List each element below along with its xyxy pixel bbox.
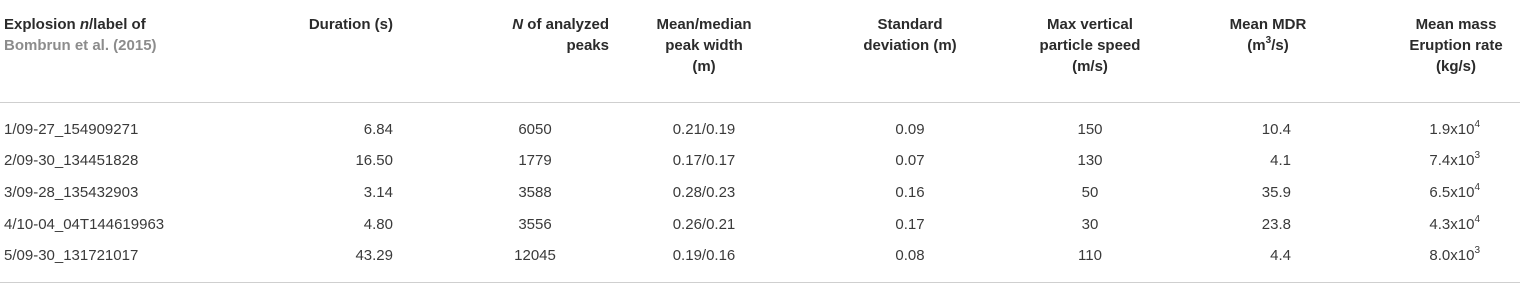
header-text: Mean MDR [1229, 16, 1307, 33]
cell-peak-width: 0.17/0.17 [672, 152, 736, 169]
header-text: Mean mass [1415, 16, 1497, 33]
cell-eruption-rate [1380, 151, 1480, 171]
cell-peaks: 6050 [518, 121, 552, 138]
header-text: Eruption rate [1409, 37, 1503, 54]
citation-bombrun-2015: Bombrun et al. (2015) [4, 37, 157, 54]
header-text: peaks [566, 37, 609, 54]
cell-mdr: 4.4 [1270, 247, 1291, 264]
cell-mdr: 35.9 [1261, 184, 1291, 201]
header-peak-width [656, 14, 751, 77]
cell-mdr: 23.8 [1261, 216, 1291, 233]
header-text: Explosion [4, 16, 80, 33]
header-text: Max vertical [1047, 16, 1133, 33]
header-text: Standard [877, 16, 943, 33]
cell-label: 5/09-30_131721017 [4, 247, 139, 264]
header-text-italic: n [79, 16, 90, 33]
header-text: particle speed [1039, 37, 1141, 54]
cell-peaks: 3556 [518, 216, 552, 233]
header-text: /s) [1271, 37, 1289, 54]
rate-exponent: 4 [1474, 182, 1480, 193]
rate-exponent: 4 [1474, 214, 1480, 225]
rate-exponent: 4 [1474, 119, 1480, 130]
cell-peak-width: 0.28/0.23 [672, 184, 736, 201]
header-duration [293, 14, 393, 35]
cell-std-dev: 0.09 [895, 121, 925, 138]
cell-peak-width: 0.19/0.16 [672, 247, 736, 264]
cell-mdr: 10.4 [1261, 121, 1291, 138]
cell-speed: 50 [1081, 184, 1099, 201]
cell-std-dev: 0.08 [895, 247, 925, 264]
header-text: Duration (s) [308, 16, 393, 33]
rate-exponent: 3 [1474, 245, 1480, 256]
header-superscript: 3 [1265, 35, 1272, 46]
cell-eruption-rate [1380, 120, 1480, 140]
cell-duration: 43.29 [355, 247, 393, 264]
header-text: (kg/s) [1435, 58, 1476, 75]
header-explosion-label [4, 14, 157, 56]
cell-eruption-rate [1380, 215, 1480, 235]
cell-peak-width: 0.26/0.21 [672, 216, 736, 233]
header-text: (m [1247, 37, 1266, 54]
rate-base: 4.3x10 [1429, 216, 1475, 233]
cell-std-dev: 0.17 [895, 216, 925, 233]
cell-duration: 16.50 [355, 152, 393, 169]
cell-speed: 30 [1081, 216, 1099, 233]
cell-speed: 150 [1077, 121, 1103, 138]
header-text: peak width [665, 37, 743, 54]
header-text: deviation (m) [863, 37, 957, 54]
header-text: (m) [692, 58, 716, 75]
rate-exponent: 3 [1474, 150, 1480, 161]
cell-label: 4/10-04_04T144619963 [4, 216, 165, 233]
rate-base: 7.4x10 [1429, 152, 1475, 169]
cell-duration: 3.14 [363, 184, 393, 201]
header-text: /label of [89, 16, 146, 33]
cell-peaks: 12045 [514, 247, 556, 264]
header-divider [0, 102, 1520, 103]
header-text: (m/s) [1072, 58, 1108, 75]
cell-label: 1/09-27_154909271 [4, 121, 139, 138]
cell-eruption-rate [1380, 183, 1480, 203]
header-standard-deviation [863, 14, 956, 56]
rate-base: 1.9x10 [1429, 121, 1475, 138]
rate-base: 8.0x10 [1429, 247, 1475, 264]
header-analyzed-peaks [453, 14, 609, 56]
cell-label: 2/09-30_134451828 [4, 152, 139, 169]
cell-std-dev: 0.07 [895, 152, 925, 169]
cell-std-dev: 0.16 [895, 184, 925, 201]
cell-eruption-rate [1380, 246, 1480, 266]
cell-peak-width: 0.21/0.19 [672, 121, 736, 138]
header-particle-speed [1040, 14, 1141, 77]
header-mean-mdr [1230, 14, 1307, 56]
cell-peaks: 3588 [518, 184, 552, 201]
header-text: Mean/median [656, 16, 752, 33]
table-bottom-rule [0, 282, 1520, 283]
rate-base: 6.5x10 [1429, 184, 1475, 201]
cell-label: 3/09-28_135432903 [4, 184, 139, 201]
cell-mdr: 4.1 [1270, 152, 1291, 169]
cell-speed: 110 [1078, 247, 1102, 264]
header-text: of analyzed [523, 16, 609, 33]
header-mass-eruption-rate [1409, 14, 1502, 77]
header-explosion-line1 [4, 14, 157, 35]
cell-peaks: 1779 [518, 152, 552, 169]
cell-speed: 130 [1077, 152, 1103, 169]
cell-duration: 4.80 [363, 216, 393, 233]
header-text-italic: N [512, 16, 524, 33]
cell-duration: 6.84 [363, 121, 393, 138]
